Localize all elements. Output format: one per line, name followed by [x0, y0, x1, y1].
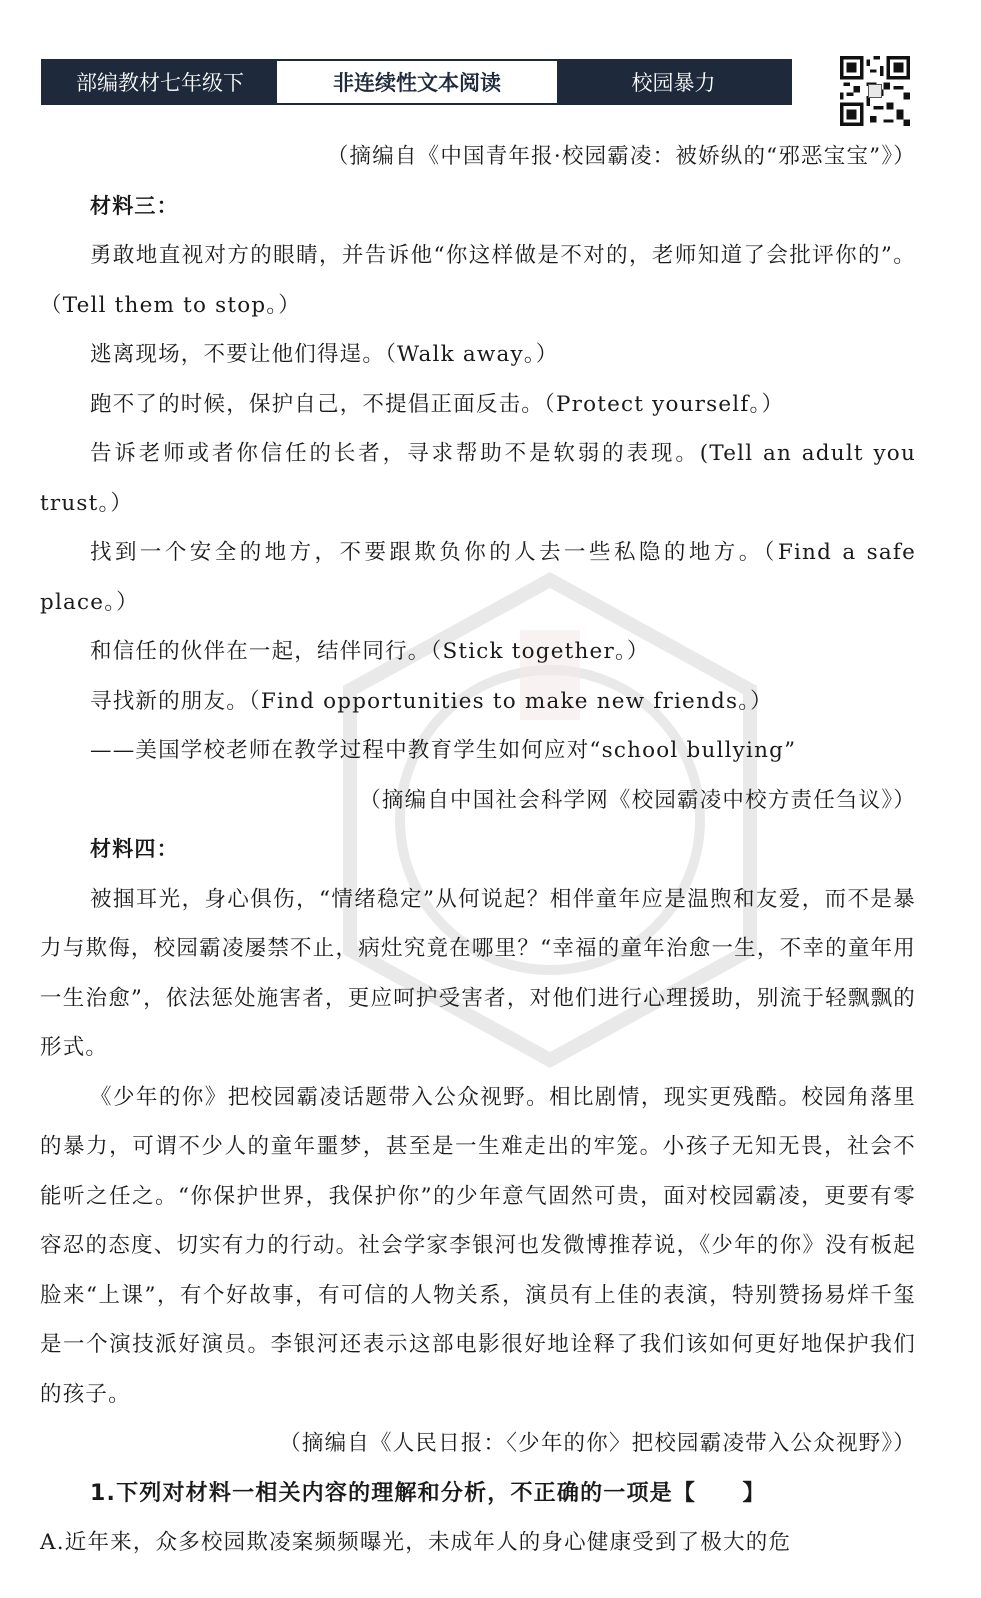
question-1: 1.下列对材料一相关内容的理解和分析，不正确的一项是【 】 — [90, 1480, 766, 1506]
material-3-line: 勇敢地直视对方的眼睛，并告诉他“你这样做是不对的，老师知道了会批评你的”。（Tell them to stop。） — [40, 243, 916, 318]
material-3-line: 跑不了的时候，保护自己，不提倡正面反击。（Protect yourself。） — [90, 391, 785, 417]
option-a: A.近年来，众多校园欺凌案频频曝光，未成年人的身心健康受到了极大的危 — [40, 1530, 792, 1555]
header-bar — [41, 59, 792, 105]
header-topic: 校园暴力 — [557, 61, 790, 103]
material-4-paragraph-2: 《少年的你》把校园霸凌话题带入公众视野。相比剧情，现实更残酷。校园角落里的暴力，可谓不少人的童年噩梦，甚至是一生难走出的牢笼。小孩子无知无畏，社会不能听之任之。“你保护世界，我保护你”的少年意气固然可贵，面对校园霸凌，更要有零容忍的态度、切实有力的行动。社会学家李银河也发微博推荐说，《少年的你》没有板起脸来“上课”，有个好故事，有可信的人物关系，演员有上佳的表演，特别赞扬易烊千玺是一个演技派好演员。李银河还表示这部电影很好地诠释了我们该如何更好地保护我们的孩子。 — [40, 1084, 916, 1407]
qr-code-icon — [840, 56, 910, 126]
source-note-2: （摘编自中国社会科学网《校园霸凌中校方责任刍议》） — [359, 787, 916, 813]
material-3-attribution: ——美国学校老师在教学过程中教育学生如何应对“school bullying” — [90, 738, 797, 763]
material-3-line: 和信任的伙伴在一起，结伴同行。（Stick together。） — [90, 639, 650, 664]
material-3-line: 逃离现场，不要让他们得逞。（Walk away。） — [90, 342, 559, 367]
material-3-line: 找到一个安全的地方，不要跟欺负你的人去一些私隐的地方。（Find a safe place。） — [40, 540, 916, 615]
header-grade: 部编教材七年级下 — [43, 61, 277, 103]
material-3-line: 寻找新的朋友。（Find opportunities to make new friends。） — [90, 688, 773, 714]
material-3-title: 材料三： — [90, 193, 179, 218]
source-note-3: （摘编自《人民日报：〈少年的你〉把校园霸凌带入公众视野》） — [279, 1431, 916, 1456]
material-3-line: 告诉老师或者你信任的长者，寻求帮助不是软弱的表现。(Tell an adult you trust。） — [40, 441, 916, 516]
material-4-title: 材料四： — [90, 837, 179, 861]
material-4-paragraph-1: 被掴耳光，身心俱伤，“情绪稳定”从何说起？相伴童年应是温煦和友爱，而不是暴力与欺侮，校园霸凌屡禁不止，病灶究竟在哪里？“幸福的童年治愈一生，不幸的童年用一生治愈”，依法惩处施害者，更应呵护受害者，对他们进行心理援助，别流于轻飘飘的形式。 — [40, 886, 916, 1060]
source-note-1: （摘编自《中国青年报·校园霸凌：被娇纵的“邪恶宝宝”》） — [326, 144, 916, 169]
header-type: 非连续性文本阅读 — [277, 61, 557, 103]
document-body — [40, 132, 916, 1568]
